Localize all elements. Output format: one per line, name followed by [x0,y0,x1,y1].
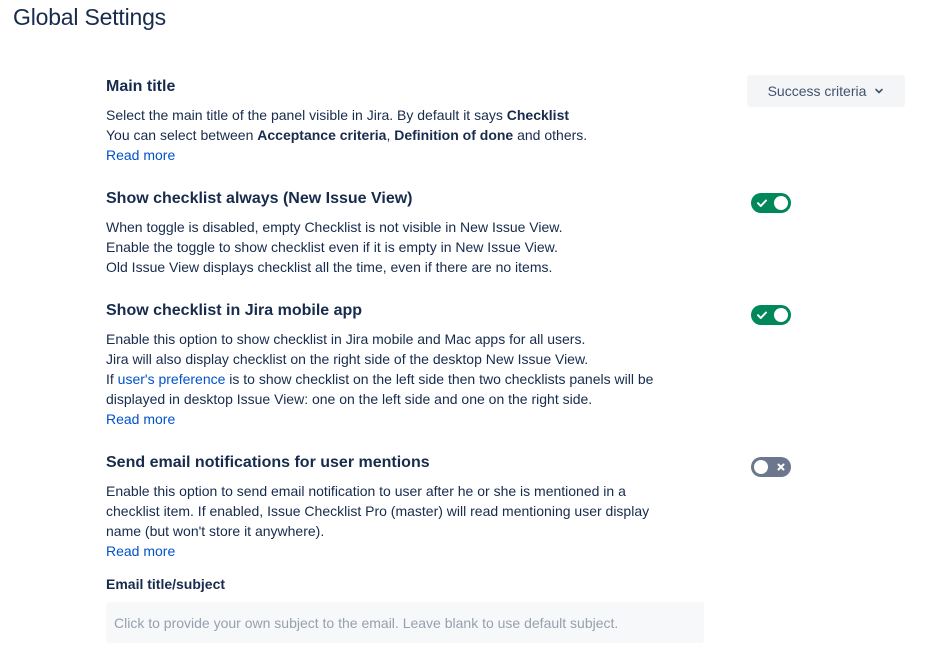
desc-line: Jira will also display checklist on the right side of the desktop New Issue View. [106,351,589,367]
desc-text: Select the main title of the panel visible in Jira. By default it says [106,107,507,123]
option-dod-text: Definition of done [394,127,514,143]
desc-line: Enable the toggle to show checklist even if it is empty in New Issue View. [106,239,558,255]
main-title-dropdown[interactable] [747,75,905,107]
mobile-heading: Show checklist in Jira mobile app [106,302,363,319]
desc-line: name (but won't store it anywhere). [106,523,325,539]
chevron-down-icon [874,86,884,96]
show-always-section [106,187,706,277]
page-title: Global Settings [13,4,166,30]
email-section [106,451,726,561]
mobile-section [106,299,726,429]
desc-line: displayed in desktop Issue View: one on the left side and one on the right side. [106,391,593,407]
mobile-description [106,329,726,429]
desc-text: is to show checklist on the left side then two checklists panels will be [225,371,654,387]
email-read-more-link[interactable]: Read more [106,543,176,559]
desc-text: , [386,127,395,143]
desc-line: checklist item. If enabled, Issue Checklist Pro (master) will read mentioning user display [106,503,650,519]
main-title-heading: Main title [106,78,176,95]
main-title-section [106,75,706,165]
email-description [106,481,726,561]
show-always-toggle[interactable] [751,193,791,213]
dropdown-selected-value: Success criteria [767,83,867,99]
mobile-toggle[interactable] [751,305,791,325]
desc-text: If [106,371,118,387]
check-icon [756,197,768,209]
desc-line: Enable this option to send email notification to user after he or she is mentioned in a [106,483,626,499]
toggle-knob [754,460,768,474]
email-subject-label: Email title/subject [106,576,226,592]
option-acceptance-text: Acceptance criteria [257,127,387,143]
mobile-read-more-link[interactable]: Read more [106,411,176,427]
desc-line: Old Issue View displays checklist all the time, even if there are no items. [106,259,553,275]
desc-text: You can select between [106,127,258,143]
email-subject-input[interactable] [106,602,704,643]
toggle-knob [774,308,788,322]
main-title-read-more-link[interactable]: Read more [106,147,176,163]
email-toggle[interactable] [751,457,791,477]
default-title-text: Checklist [506,107,570,123]
desc-line: When toggle is disabled, empty Checklist is not visible in New Issue View. [106,219,563,235]
close-icon [775,461,787,473]
desc-text: and others. [513,127,588,143]
check-icon [756,309,768,321]
show-always-description [106,217,706,277]
user-preference-link[interactable]: user's preference [117,371,226,387]
email-heading: Send email notifications for user mentions [106,454,430,471]
main-title-description [106,105,706,165]
desc-line: Enable this option to show checklist in Jira mobile and Mac apps for all users. [106,331,586,347]
toggle-knob [774,196,788,210]
show-always-heading: Show checklist always (New Issue View) [106,190,413,207]
